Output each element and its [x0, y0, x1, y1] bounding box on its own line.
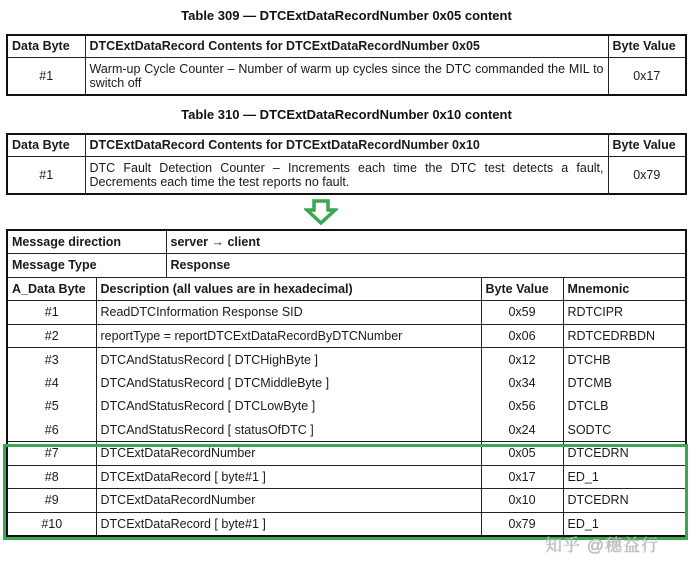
- table-row: [7, 301, 686, 325]
- table-309: [6, 34, 687, 96]
- cell-mnemonic: ED_1: [563, 465, 686, 489]
- cell-value: 0x10: [481, 489, 563, 513]
- header-byte-value: Byte Value: [481, 277, 563, 301]
- cell-description: DTCExtDataRecordNumber: [96, 442, 481, 466]
- message-type-label: Message Type: [7, 254, 166, 278]
- message-direction-value: server → client: [166, 230, 686, 254]
- cell-mnemonic: DTCHB: [563, 348, 686, 372]
- table-row: [7, 57, 686, 95]
- cell-byte: #1: [7, 57, 85, 95]
- table-309-caption: Table 309 — DTCExtDataRecordNumber 0x05 content: [181, 8, 512, 23]
- cell-value: 0x17: [481, 465, 563, 489]
- cell-description: ReadDTCInformation Response SID: [96, 301, 481, 325]
- table-row: [7, 348, 686, 372]
- header-data-byte: Data Byte: [7, 134, 85, 156]
- cell-mnemonic: RDTCEDRBDN: [563, 324, 686, 348]
- header-description: Description (all values are in hexadecimal): [96, 277, 481, 301]
- cell-value: 0x06: [481, 324, 563, 348]
- cell-mnemonic: DTCEDRN: [563, 442, 686, 466]
- message-direction-label: Message direction: [7, 230, 166, 254]
- table-row: [7, 489, 686, 513]
- cell-mnemonic: RDTCIPR: [563, 301, 686, 325]
- header-byte-value: Byte Value: [608, 35, 686, 57]
- table-row: [7, 371, 686, 395]
- cell-value: 0x24: [481, 418, 563, 442]
- cell-mnemonic: DTCLB: [563, 395, 686, 419]
- message-direction-row: [7, 230, 686, 254]
- cell-description: DTCAndStatusRecord [ DTCMiddleByte ]: [96, 371, 481, 395]
- cell-value: 0x05: [481, 442, 563, 466]
- cell-mnemonic: DTCMB: [563, 371, 686, 395]
- cell-value: 0x34: [481, 371, 563, 395]
- header-a-data-byte: A_Data Byte: [7, 277, 96, 301]
- cell-byte: #8: [7, 465, 96, 489]
- header-byte-value: Byte Value: [608, 134, 686, 156]
- table-row: [7, 442, 686, 466]
- cell-byte: #7: [7, 442, 96, 466]
- header-contents: DTCExtDataRecord Contents for DTCExtDataRecordNumber 0x05: [85, 35, 608, 57]
- watermark: 知乎 @穗益行: [545, 536, 659, 555]
- cell-description: DTCAndStatusRecord [ DTCLowByte ]: [96, 395, 481, 419]
- cell-description: DTCAndStatusRecord [ statusOfDTC ]: [96, 418, 481, 442]
- cell-description: DTCExtDataRecord [ byte#1 ]: [96, 512, 481, 536]
- message-type-row: [7, 254, 686, 278]
- cell-description: DTCAndStatusRecord [ DTCHighByte ]: [96, 348, 481, 372]
- cell-byte: #1: [7, 156, 85, 194]
- cell-byte: #9: [7, 489, 96, 513]
- cell-value: 0x79: [608, 156, 686, 194]
- cell-value: 0x59: [481, 301, 563, 325]
- cell-mnemonic: SODTC: [563, 418, 686, 442]
- cell-contents: DTC Fault Detection Counter – Increments each time the DTC test detects a fault, Decrements each time the test reports no fault.: [85, 156, 608, 194]
- header-contents: DTCExtDataRecord Contents for DTCExtDataRecordNumber 0x10: [85, 134, 608, 156]
- cell-value: 0x17: [608, 57, 686, 95]
- cell-byte: #4: [7, 371, 96, 395]
- table-row: [7, 324, 686, 348]
- cell-byte: #1: [7, 301, 96, 325]
- cell-mnemonic: ED_1: [563, 512, 686, 536]
- cell-byte: #3: [7, 348, 96, 372]
- cell-value: 0x12: [481, 348, 563, 372]
- message-type-value: Response: [166, 254, 686, 278]
- cell-contents: Warm-up Cycle Counter – Number of warm up cycles since the DTC commanded the MIL to switch off: [85, 57, 608, 95]
- cell-value: 0x79: [481, 512, 563, 536]
- down-arrow-icon: [304, 199, 338, 225]
- cell-byte: #10: [7, 512, 96, 536]
- cell-description: DTCExtDataRecordNumber: [96, 489, 481, 513]
- header-mnemonic: Mnemonic: [563, 277, 686, 301]
- header-row: [7, 277, 686, 301]
- table-row: [7, 418, 686, 442]
- table-310: [6, 133, 687, 195]
- cell-description: DTCExtDataRecord [ byte#1 ]: [96, 465, 481, 489]
- cell-byte: #6: [7, 418, 96, 442]
- cell-value: 0x56: [481, 395, 563, 419]
- cell-description: reportType = reportDTCExtDataRecordByDTCNumber: [96, 324, 481, 348]
- table-row: [7, 465, 686, 489]
- table-row: [7, 395, 686, 419]
- table-310-caption: Table 310 — DTCExtDataRecordNumber 0x10 content: [181, 107, 512, 122]
- cell-mnemonic: DTCEDRN: [563, 489, 686, 513]
- response-message-table: [6, 229, 687, 537]
- header-data-byte: Data Byte: [7, 35, 85, 57]
- cell-byte: #5: [7, 395, 96, 419]
- cell-byte: #2: [7, 324, 96, 348]
- table-row: [7, 156, 686, 194]
